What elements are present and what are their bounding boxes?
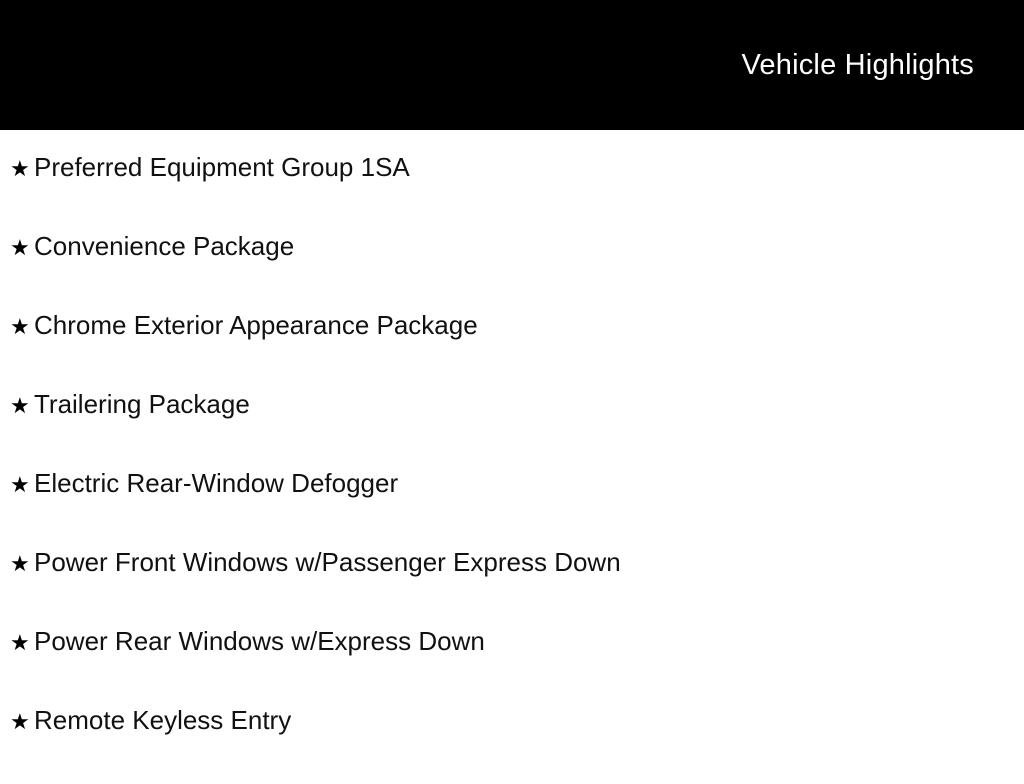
star-icon: ★ xyxy=(10,472,30,497)
star-icon: ★ xyxy=(10,156,30,181)
list-item xyxy=(0,310,1024,389)
list-item xyxy=(0,152,1024,231)
star-icon: ★ xyxy=(10,393,30,418)
vehicle-highlights-list xyxy=(0,130,1024,784)
list-item-label: Convenience Package xyxy=(34,231,295,261)
list-item-label: Power Rear Windows w/Express Down xyxy=(34,626,485,656)
page-title: Vehicle Highlights xyxy=(741,48,974,81)
star-icon: ★ xyxy=(10,235,30,260)
list-item xyxy=(0,231,1024,310)
header-bar xyxy=(0,0,1024,130)
list-item xyxy=(0,626,1024,705)
list-item-label: Power Front Windows w/Passenger Express Down xyxy=(34,547,621,577)
list-item xyxy=(0,389,1024,468)
list-item-label: Electric Rear-Window Defogger xyxy=(34,468,399,498)
list-item xyxy=(0,705,1024,784)
star-icon: ★ xyxy=(10,709,30,734)
list-item-label: Chrome Exterior Appearance Package xyxy=(34,310,478,340)
list-item xyxy=(0,468,1024,547)
star-icon: ★ xyxy=(10,314,30,339)
star-icon: ★ xyxy=(10,630,30,655)
star-icon: ★ xyxy=(10,551,30,576)
list-item-label: Preferred Equipment Group 1SA xyxy=(34,152,410,182)
list-item xyxy=(0,547,1024,626)
list-item-label: Remote Keyless Entry xyxy=(34,705,292,735)
list-item-label: Trailering Package xyxy=(34,389,250,419)
